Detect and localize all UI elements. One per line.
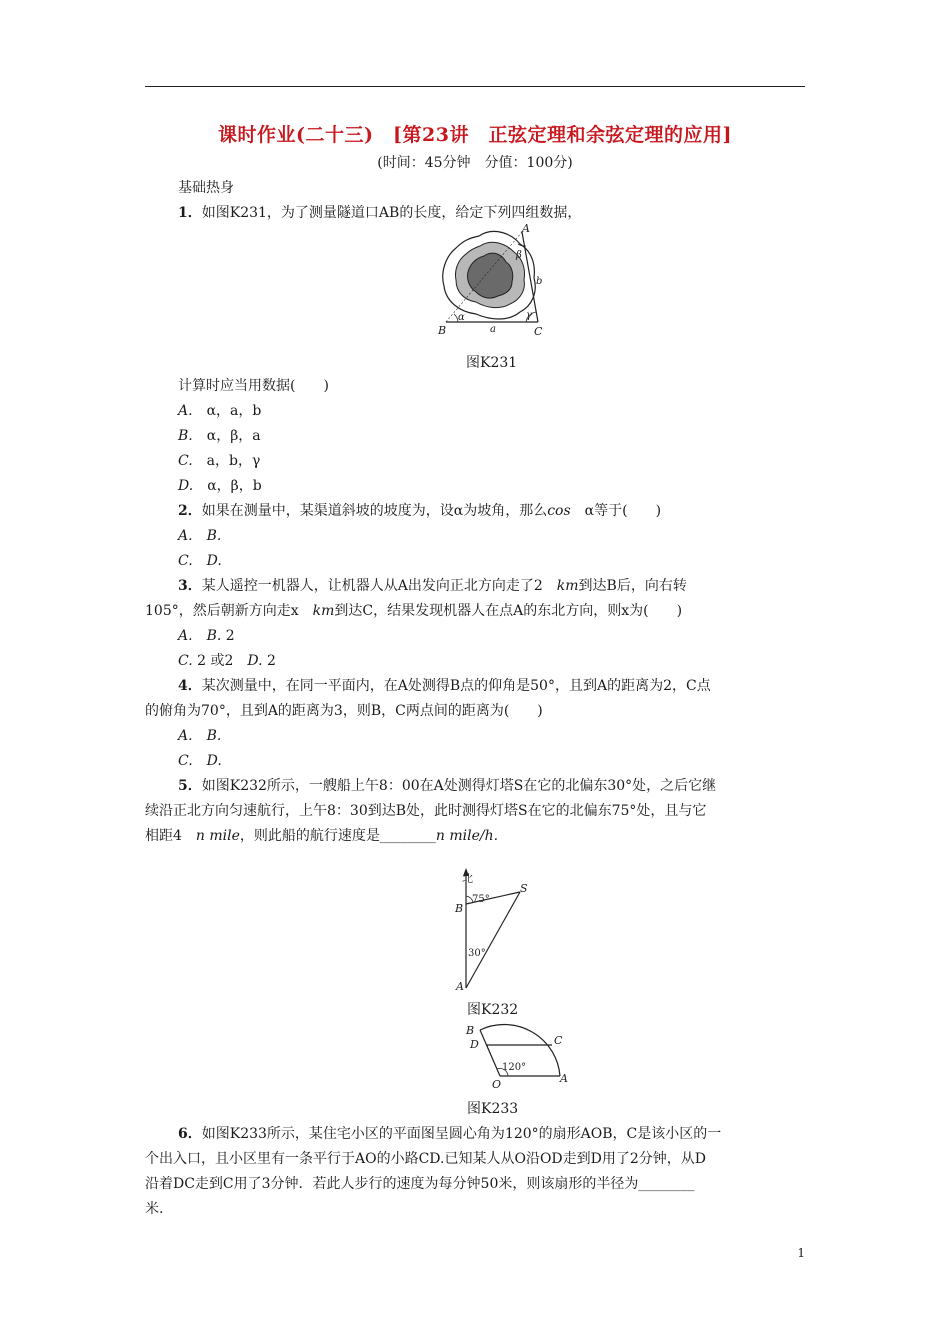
- page-number: 1: [797, 1246, 805, 1260]
- question-4-options-cd: C. D.: [178, 753, 222, 769]
- question-4-line-1: 4．某次测量中，在同一平面内，在A处测得B点的仰角是50°，且到A的距离为2，C点: [178, 678, 711, 694]
- fig231-label-b: b: [536, 276, 543, 287]
- fig231-label-C: C: [534, 325, 543, 338]
- fig232-label-north: 北: [462, 872, 473, 885]
- fig231-label-a: a: [490, 324, 496, 335]
- fig233-label-O: O: [492, 1078, 502, 1091]
- question-4-options-ab: A. B.: [178, 728, 222, 744]
- question-6-line-1: 6．如图K233所示，某住宅小区的平面图呈圆心角为120°的扇形AOB，C是该小区的一: [178, 1126, 722, 1142]
- figure-k232-caption: 图K232: [467, 1002, 519, 1018]
- figure-k231-caption: 图K231: [466, 355, 518, 371]
- question-1-option-b: B. α，β，a: [178, 428, 261, 444]
- fig231-label-gamma: γ: [526, 310, 532, 321]
- fig232-label-75: 75°: [472, 894, 490, 905]
- figure-k231: [434, 222, 554, 340]
- header-rule: [145, 86, 805, 87]
- question-3-options-cd: C. 2 或2 D. 2: [178, 653, 276, 669]
- fig233-label-A: A: [560, 1072, 568, 1085]
- question-1-prompt: 计算时应当用数据( ): [178, 378, 329, 394]
- fig233-label-C: C: [554, 1034, 563, 1047]
- fig232-label-B: B: [455, 902, 464, 915]
- question-1: [178, 203, 581, 223]
- question-2: 2．如果在测量中，某渠道斜坡的坡度为，设α为坡角，那么cos α等于( ): [178, 503, 662, 519]
- question-1-option-a: A. α，a，b: [178, 403, 262, 419]
- fig231-label-A: A: [522, 222, 530, 235]
- segment-as: [466, 892, 520, 988]
- fig233-label-D: D: [470, 1038, 479, 1051]
- question-6-line-4: 米.: [145, 1201, 164, 1217]
- question-3-line-2: 105°，然后朝新方向走x km到达C，结果发现机器人在点A的东北方向，则x为( ): [145, 603, 683, 619]
- question-6-line-2: 个出入口，且小区里有一条平行于AO的小路CD.已知某人从O沿OD走到D用了2分钟，从D: [145, 1151, 707, 1167]
- path-od: [487, 1045, 500, 1076]
- question-1-option-c: C. a，b，γ: [178, 453, 261, 469]
- figure-k232: [450, 866, 540, 996]
- fig232-label-30: 30°: [468, 948, 486, 959]
- question-2-options-ab: A. B.: [178, 528, 222, 544]
- section-heading: 基础热身: [178, 180, 234, 196]
- question-4-line-2: 的俯角为70°，且到A的距离为3，则B，C两点间的距离为( ): [145, 703, 543, 719]
- question-5-line-3: 相距4 n mile，则此船的航行速度是________n mile/h.: [145, 828, 499, 844]
- fig232-label-A: A: [456, 980, 464, 993]
- fig231-label-beta: β: [516, 250, 522, 261]
- question-1-number: 1．: [178, 205, 202, 221]
- fig233-label-B: B: [466, 1024, 475, 1037]
- fig231-label-B: B: [438, 324, 447, 337]
- question-1-option-d: D. α，β，b: [178, 478, 262, 494]
- fig231-label-alpha: α: [458, 312, 465, 323]
- question-3-options-ab: A. B. 2: [178, 628, 235, 644]
- page-subtitle: (时间：45分钟 分值：100分): [377, 155, 573, 171]
- question-6-line-3: 沿着DC走到C用了3分钟．若此人步行的速度为每分钟50米，则该扇形的半径为________: [145, 1176, 695, 1192]
- figure-k233: [462, 1018, 576, 1092]
- page-title: 课时作业(二十三) [第23讲 正弦定理和余弦定理的应用]: [218, 124, 732, 146]
- question-5-line-1: 5．如图K232所示，一艘船上午8：00在A处测得灯塔S在它的北偏东30°处，之后它继: [178, 778, 717, 794]
- fig233-label-angle: 120°: [502, 1062, 527, 1073]
- question-5-line-2: 续沿正北方向匀速航行，上午8：30到达B处，此时测得灯塔S在它的北偏东75°处，且与它: [145, 803, 707, 819]
- fig232-label-S: S: [520, 882, 528, 895]
- question-1-text: 如图K231，为了测量隧道口AB的长度，给定下列四组数据，: [201, 205, 582, 221]
- question-3-line-1: 3．某人遥控一机器人，让机器人从A出发向正北方向走了2 km到达B后，向右转: [178, 578, 687, 594]
- radius-ob: [480, 1030, 500, 1076]
- figure-k233-caption: 图K233: [467, 1101, 519, 1117]
- question-2-options-cd: C. D.: [178, 553, 222, 569]
